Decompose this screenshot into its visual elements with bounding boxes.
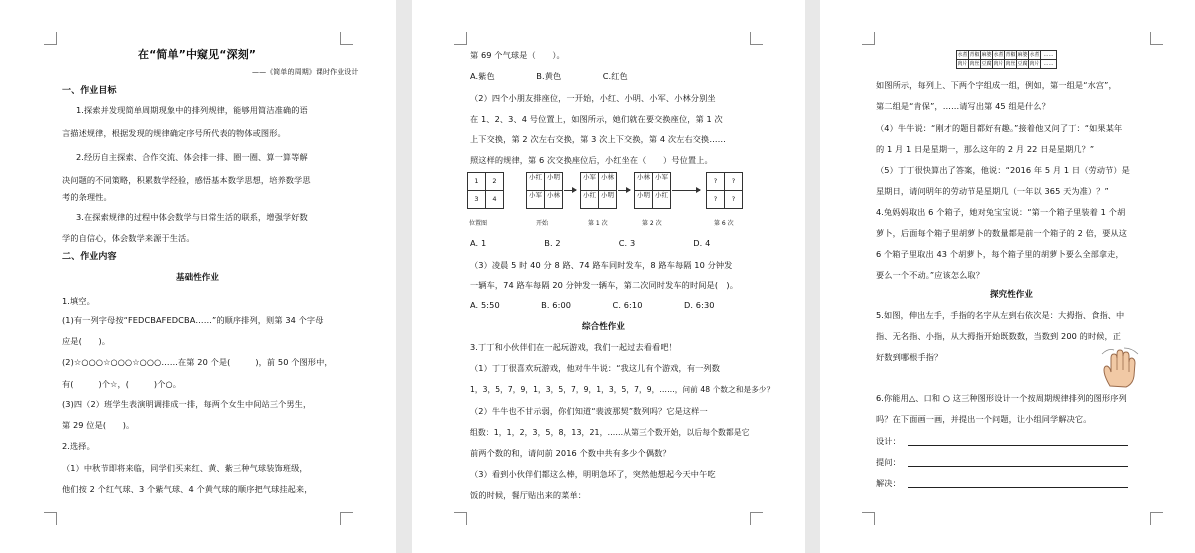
grid-cell: ? — [706, 190, 725, 209]
question-label: 提问： — [876, 457, 901, 467]
goal-line: 学的自信心，体会数学来源于生活。 — [62, 233, 195, 243]
question-line: 指、无名指、小指，从大拇指开始既数数，当数到 200 的时候，正 — [876, 331, 1122, 341]
arrow-icon — [672, 190, 700, 191]
grid-cell: 小林 — [634, 172, 653, 191]
choice-line: A.紫色 B.黄色 C.红色 — [470, 71, 628, 81]
section-heading: 一、作业目标 — [62, 86, 117, 96]
menu-cell: 青椒 — [1005, 52, 1016, 58]
subsection-heading: 基础性作业 — [176, 273, 220, 283]
crop-mark — [862, 512, 875, 525]
grid-cell: 小军 — [580, 172, 599, 191]
answer-line[interactable] — [908, 445, 1128, 446]
grid-cell: ? — [724, 172, 743, 191]
question-line: （2）牛牛也不甘示弱，你们知道“裴波那契”数列吗？它是这样一 — [470, 406, 708, 416]
question-line: 在 1、2、3、4 号位置上，如图所示，她们就在要交换座位，第 1 次 — [470, 114, 723, 124]
arrow-icon — [564, 190, 576, 191]
grid-caption: 开始 — [536, 220, 549, 227]
question-line: 星期日，请问明年的劳动节是星期几（一年以 365 天为准）？” — [876, 186, 1109, 196]
goal-line: 考的条理性。 — [62, 192, 112, 202]
grid-cell: ? — [724, 190, 743, 209]
question-line: 前两个数的和，请问前 2016 个数中共有多少个偶数？ — [470, 448, 671, 458]
menu-cell: 肉片 — [957, 61, 968, 67]
question-line: 照这样的规律，第 6 次交换座位后，小红坐在（ ）号位置上。 — [470, 155, 713, 165]
grid-cell: ? — [706, 172, 725, 191]
goal-line: 3.在探索规律的过程中体会数学与日常生活的联系，增强学好数 — [76, 212, 308, 222]
question-line: 如图所示，每列上、下两个字组成一组，例如，第一组是“水宫”， — [876, 80, 1117, 90]
grid-cell: 小明 — [634, 190, 653, 209]
crop-mark — [44, 512, 57, 525]
grid-cell: 小军 — [652, 172, 671, 191]
page-1 — [0, 0, 396, 553]
menu-cell: 水煮 — [957, 52, 968, 58]
question-line: （1）中秋节即将来临，同学们买来红、黄、紫三种气球装饰班级， — [62, 463, 308, 473]
grid-caption: 第 1 次 — [588, 220, 608, 227]
goal-line: 决问题的不同策略，积累数学经验，感悟基本数学思想，培养数学思 — [62, 175, 311, 185]
question-line: 他们按 2 个红气球、3 个紫气球、4 个黄气球的顺序把气球挂起来， — [62, 484, 313, 494]
question-line: 的 1 月 1 日是星期一，那么这年的 2 月 22 日是星期几？” — [876, 144, 1095, 154]
menu-cell: 水煮 — [993, 52, 1004, 58]
grid-cell: 3 — [467, 190, 486, 209]
question-line: 2.选择。 — [62, 441, 95, 451]
question-line: (3)四（2）班学生表演明调排成一排，每两个女生中间站三个男生， — [62, 399, 312, 409]
question-line: 组数：1，1，2，3，5，8，13，21，……从第三个数开始，以后每个数都是它 — [470, 428, 750, 437]
grid-cell: 小明 — [598, 190, 617, 209]
left-hand-icon — [1098, 346, 1142, 390]
question-line: (2)☆○○○☆○○○☆○○○……在第 20 个是( )，前 50 个图形中， — [62, 357, 333, 367]
crop-mark — [1150, 512, 1163, 525]
question-line: 5.如图，伸出左手，手指的名字从左到右依次是：大拇指、食指、中 — [876, 310, 1125, 320]
question-line: （2）四个小朋友排座位，一开始，小红、小明、小军、小林分别坐 — [470, 93, 716, 103]
page-3 — [820, 0, 1195, 553]
question-line: 好数到哪根手指？ — [876, 352, 943, 362]
crop-mark — [454, 32, 467, 45]
menu-cell: 麻婆 — [1017, 52, 1028, 58]
question-line: 6.你能用△、口和 ○ 这三种图形设计一个按周期规律排列的图形序列 — [876, 393, 1127, 403]
question-line: 一辆车，74 路车每隔 20 分钟发一辆车，第二次同时发车的时间是( )。 — [470, 280, 738, 290]
question-line: 饭的时候，餐厅贴出来的菜单： — [470, 490, 587, 500]
crop-mark — [340, 32, 353, 45]
question-line: （4）牛牛说：“刚才的题目都好有趣。”接着他又问了丁：“如果某年 — [876, 123, 1123, 133]
answer-line[interactable] — [908, 466, 1128, 467]
goal-line: 1.探索并发现简单周期现象中的排列规律，能够用简洁准确的语 — [76, 105, 308, 115]
question-line: 6 个箱子里取出 43 个胡萝卜，每个箱子里的胡萝卜要么全部拿走， — [876, 249, 1124, 259]
menu-cell: 水煮 — [1029, 52, 1040, 58]
crop-mark — [44, 32, 57, 45]
choice-line: A. 1 B. 2 C. 3 D. 4 — [470, 238, 711, 248]
design-label: 设计： — [876, 436, 901, 446]
choice-line: A. 5:50 B. 6:00 C. 6:10 D. 6:30 — [470, 300, 715, 310]
menu-cell: 肉丝 — [969, 61, 980, 67]
page-2 — [412, 0, 805, 553]
question-line: 吗？在下面画一画，并提出一个问题，让小组同学解决它。 — [876, 414, 1092, 424]
question-line: 第 69 个气球是（ ）。 — [470, 50, 565, 60]
goal-line: 2.经历自主探索、合作交流、体会排一排、圈一圈、算一算等解 — [76, 152, 308, 162]
question-line: 应是( )。 — [62, 336, 111, 346]
question-line: （3）看到小伙伴们都这么棒，明明急坏了，突然他想起今天中午吃 — [470, 469, 716, 479]
crop-mark — [454, 512, 467, 525]
crop-mark — [750, 512, 763, 525]
question-line: 3.丁丁和小伙伴们在一起玩游戏，我们一起过去看看吧！ — [470, 342, 677, 352]
menu-cell: 豆腐 — [1017, 61, 1028, 67]
subsection-heading: 探究性作业 — [990, 290, 1034, 300]
question-line: 要么一个不动。”应该怎么取？ — [876, 270, 984, 280]
question-line: 1.填空。 — [62, 296, 95, 306]
goal-line: 言描述规律，根据发现的规律确定序号所代表的物体或图形。 — [62, 128, 286, 138]
question-line: （1）丁丁很喜欢玩游戏，他对牛牛说：“我这儿有个游戏，有一列数 — [470, 363, 720, 373]
question-line: 4.兔妈妈取出 6 个箱子，她对兔宝宝说：“第一个箱子里装着 1 个胡 — [876, 207, 1126, 217]
solve-label: 解决： — [876, 478, 901, 488]
grid-cell: 小明 — [544, 172, 563, 191]
question-line: 第 29 位是( )。 — [62, 420, 135, 430]
grid-cell: 2 — [485, 172, 504, 191]
doc-title: 在“简单”中窥见“深刻” — [138, 48, 257, 61]
crop-mark — [862, 32, 875, 45]
grid-caption: 第 6 次 — [714, 220, 734, 227]
question-line: （5）丁丁很快算出了答案，他说：“2016 年 5 月 1 日（劳动节）是 — [876, 165, 1130, 175]
grid-cell: 小红 — [580, 190, 599, 209]
question-line: 第二组是“肯保”，……请写出第 45 组是什么？ — [876, 101, 1050, 111]
menu-cell: 青椒 — [969, 52, 980, 58]
menu-cell: 肉片 — [993, 61, 1004, 67]
grid-cell: 小军 — [526, 190, 545, 209]
subsection-heading: 综合性作业 — [582, 322, 626, 332]
menu-cell: 豆腐 — [981, 61, 992, 67]
menu-cell: …… — [1040, 59, 1057, 69]
question-line: （3）凌晨 5 时 40 分 8 路、74 路车同时发车，8 路车每隔 10 分钟发 — [470, 260, 733, 270]
menu-cell: 肉片 — [1029, 61, 1040, 67]
question-line: 1，3，5，7，9，1，3，5，7，9，1，3，5，7，9，……，问前 48 个数之和是多少？ — [470, 385, 775, 394]
menu-cell: …… — [1040, 50, 1057, 60]
menu-cell: 肉丝 — [1005, 61, 1016, 67]
grid-cell: 小红 — [526, 172, 545, 191]
grid-caption: 位置图 — [469, 220, 488, 227]
question-line: 萝卜，后面每个箱子里胡萝卜的数量都是前一个箱子的 2 倍，要从这 — [876, 228, 1128, 238]
question-line: 有( )个☆，( )个○。 — [62, 379, 182, 389]
question-line: (1)有一列字母按“FEDCBAFEDCBA……”的顺序排列，则第 34 个字母 — [62, 315, 324, 325]
crop-mark — [340, 512, 353, 525]
grid-caption: 第 2 次 — [642, 220, 662, 227]
grid-cell: 小林 — [544, 190, 563, 209]
doc-subtitle: ——《简单的周期》课时作业设计 — [252, 68, 359, 76]
question-line: 上下交换，第 2 次左右交换，第 3 次上下交换，第 4 次左右交换…… — [470, 134, 726, 144]
crop-mark — [1150, 32, 1163, 45]
grid-cell: 小林 — [598, 172, 617, 191]
grid-cell: 1 — [467, 172, 486, 191]
menu-cell: 麻婆 — [981, 52, 992, 58]
grid-cell: 小红 — [652, 190, 671, 209]
section-heading: 二、作业内容 — [62, 252, 117, 262]
crop-mark — [750, 32, 763, 45]
grid-cell: 4 — [485, 190, 504, 209]
arrow-icon — [618, 190, 630, 191]
answer-line[interactable] — [908, 487, 1128, 488]
